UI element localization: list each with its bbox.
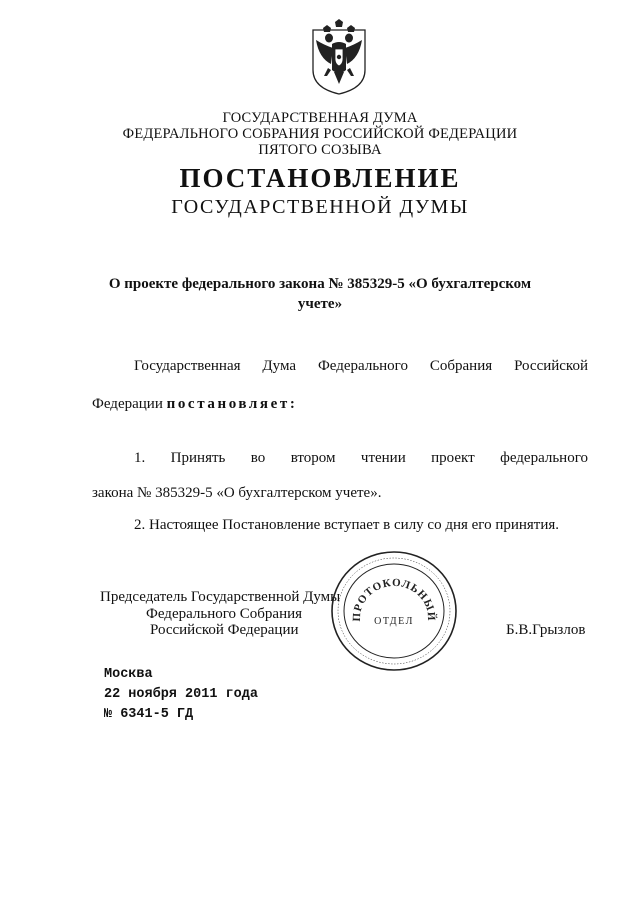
stamp-center-text: ОТДЕЛ [374, 616, 414, 627]
item-1-line-2: закона № 385329-5 «О бухгалтерском учете». [92, 485, 382, 501]
signatory-name: Б.В.Грызлов [506, 622, 586, 638]
document-title: ПОСТАНОВЛЕНИЕ [179, 163, 461, 193]
city: Москва [104, 667, 153, 682]
resolution-number: № 6341-5 ГД [104, 707, 194, 722]
org-line-3: ПЯТОГО СОЗЫВА [258, 142, 382, 158]
subject-line-1: О проекте федерального закона № 385329-5 «О бухгалтерском [108, 276, 532, 292]
preamble-prefix: Федерации [92, 396, 163, 412]
item-1-line-1: 1. Принять во втором чтении проект федерального [134, 450, 588, 466]
date: 22 ноября 2011 года [104, 687, 258, 702]
coat-of-arms-icon [302, 18, 376, 96]
preamble-line-1: Государственная Дума Федерального Собрания Российской [134, 358, 588, 374]
document-subtitle: ГОСУДАРСТВЕННОЙ ДУМЫ [171, 196, 469, 218]
item-2: 2. Настоящее Постановление вступает в силу со дня его принятия. [134, 517, 560, 533]
subject-line-2: учете» [297, 296, 343, 312]
org-line-1: ГОСУДАРСТВЕННАЯ ДУМА [222, 110, 418, 126]
preamble-resolves: постановляет: [166, 396, 298, 412]
signature-role-line-2: Федерального Собрания [146, 606, 303, 622]
stamp-arc-text: ПРОТОКОЛЬНЫЙ [350, 576, 438, 622]
protocol-department-stamp [328, 548, 460, 674]
signature-role-line-1: Председатель Государственной Думы [100, 589, 341, 605]
org-line-2: ФЕДЕРАЛЬНОГО СОБРАНИЯ РОССИЙСКОЙ ФЕДЕРАЦИИ [122, 126, 518, 142]
signature-role-line-3: Российской Федерации [150, 622, 299, 638]
preamble-line-2 [92, 396, 297, 413]
